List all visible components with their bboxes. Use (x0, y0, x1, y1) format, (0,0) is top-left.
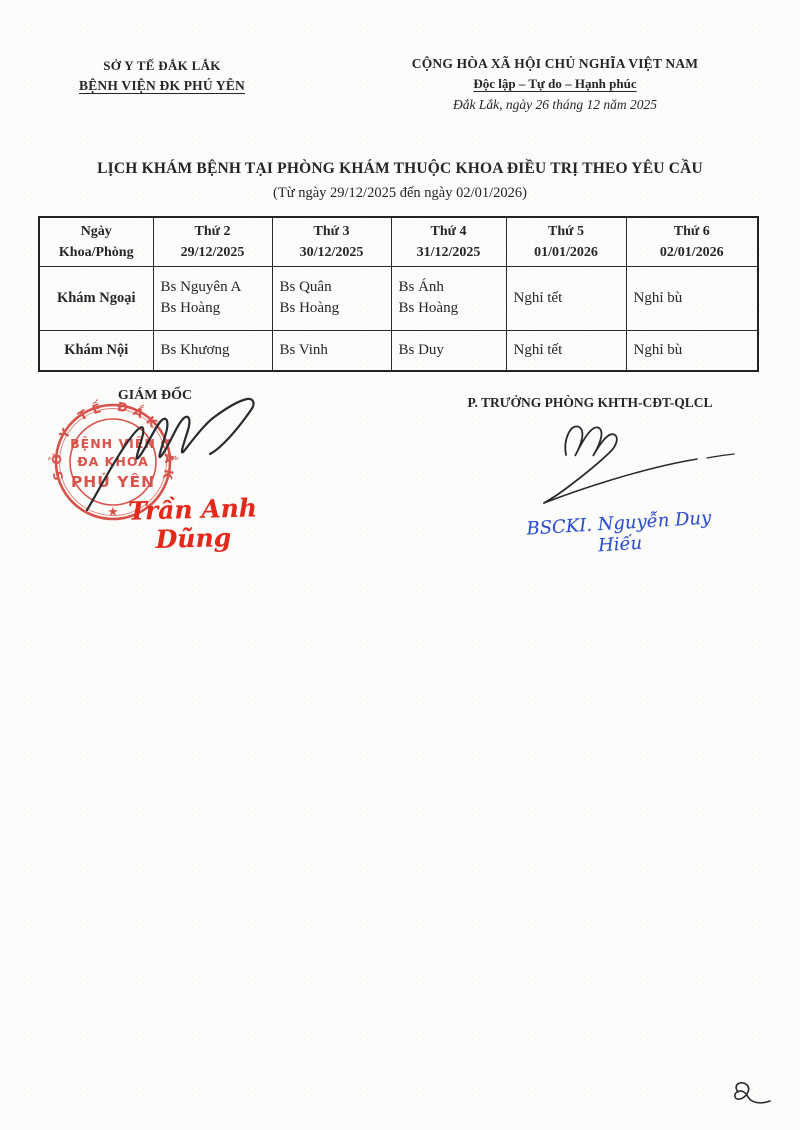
day-label: Thứ 4 (430, 223, 467, 239)
day-label: Thứ 3 (313, 223, 350, 239)
national-title: CỘNG HÒA XÃ HỘI CHỦ NGHĨA VIỆT NAM (411, 56, 699, 71)
schedule-cell (626, 266, 758, 330)
deputy-name: BSCKI. Nguyễn Duy Hiếu (525, 507, 712, 557)
schedule-table (38, 216, 759, 372)
schedule-cell (272, 266, 391, 330)
deputy-title: P. TRƯỞNG PHÒNG KHTH-CĐT-QLCL (467, 395, 713, 410)
department-cell: Khám Ngoại (39, 266, 153, 330)
director-title: GIÁM ĐỐC (117, 388, 193, 403)
day-header-cell (153, 217, 272, 266)
day-date: 30/12/2025 (299, 244, 364, 260)
day-header-cell (506, 217, 626, 266)
schedule-cell (506, 266, 626, 330)
doctor-name: Bs Vinh (279, 341, 328, 358)
doctor-name: Bs Hoàng (279, 300, 340, 316)
day-label: Thứ 2 (194, 223, 231, 239)
holiday-note: Nghỉ bù (633, 341, 683, 358)
schedule-cell (153, 330, 272, 371)
director-signature (70, 390, 273, 520)
holiday-note: Nghỉ tết (513, 289, 563, 306)
doctor-name: Bs Khương (160, 341, 230, 358)
seal-line1: BỆNH VIỆN (70, 436, 156, 451)
schedule-cell (391, 266, 506, 330)
pen-scribble (718, 1076, 778, 1121)
director-name: Trần Anh Dũng (127, 493, 258, 554)
schedule-cell (391, 330, 506, 371)
corner-header-cell (39, 217, 153, 266)
day-label: Thứ 5 (547, 223, 585, 239)
star-icon: ★ (107, 505, 119, 520)
day-header-cell (391, 217, 506, 266)
table-header-row (39, 217, 758, 266)
document-subtitle: (Từ ngày 29/12/2025 đến ngày 02/01/2026) (273, 185, 527, 201)
header-left-block (52, 56, 272, 96)
schedule-cell (506, 330, 626, 371)
day-date: 29/12/2025 (180, 244, 245, 260)
schedule-cell (626, 330, 758, 371)
doctor-name: Bs Quân (279, 279, 332, 295)
department-cell: Khám Nội (39, 330, 153, 371)
day-header-cell (626, 217, 758, 266)
header-right-block (348, 56, 762, 113)
doctor-name: Bs Ánh (398, 279, 444, 295)
document-title: LỊCH KHÁM BỆNH TẠI PHÒNG KHÁM THUỘC KHOA ĐIỀU TRỊ THEO YÊU CẦU (97, 160, 703, 177)
issuing-department: SỞ Y TẾ ĐẮK LẮK (103, 58, 221, 73)
day-date: 01/01/2026 (534, 244, 598, 260)
doctor-name: Bs Duy (398, 341, 444, 358)
corner-label-day: Ngày (80, 223, 112, 239)
seal-ring-text: SỞ Y TẾ ĐẮK LẮK (48, 398, 178, 482)
holiday-note: Nghỉ bù (633, 289, 683, 306)
seal-line2: ĐA KHOA (77, 454, 149, 469)
table-row (39, 266, 758, 330)
hospital-name: BỆNH VIỆN ĐK PHÚ YÊN (78, 77, 246, 93)
holiday-note: Nghỉ tết (513, 341, 563, 358)
doctor-name: Bs Nguyên A (160, 279, 242, 295)
day-date: 02/01/2026 (659, 244, 724, 260)
doctor-name: Bs Hoàng (160, 300, 221, 316)
day-label: Thứ 6 (673, 223, 710, 239)
corner-label-dept: Khoa/Phòng (58, 244, 134, 260)
doctor-name: Bs Hoàng (398, 300, 459, 316)
day-header-cell (272, 217, 391, 266)
table-row (39, 330, 758, 371)
deputy-signature (528, 413, 743, 508)
seal-line3: PHÚ YÊN (70, 473, 156, 491)
national-motto: Độc lập – Tự do – Hạnh phúc (473, 76, 637, 91)
schedule-cell (272, 330, 391, 371)
schedule-cell (153, 266, 272, 330)
date-line: Đắk Lắk, ngày 26 tháng 12 năm 2025 (453, 97, 657, 112)
day-date: 31/12/2025 (416, 244, 481, 260)
